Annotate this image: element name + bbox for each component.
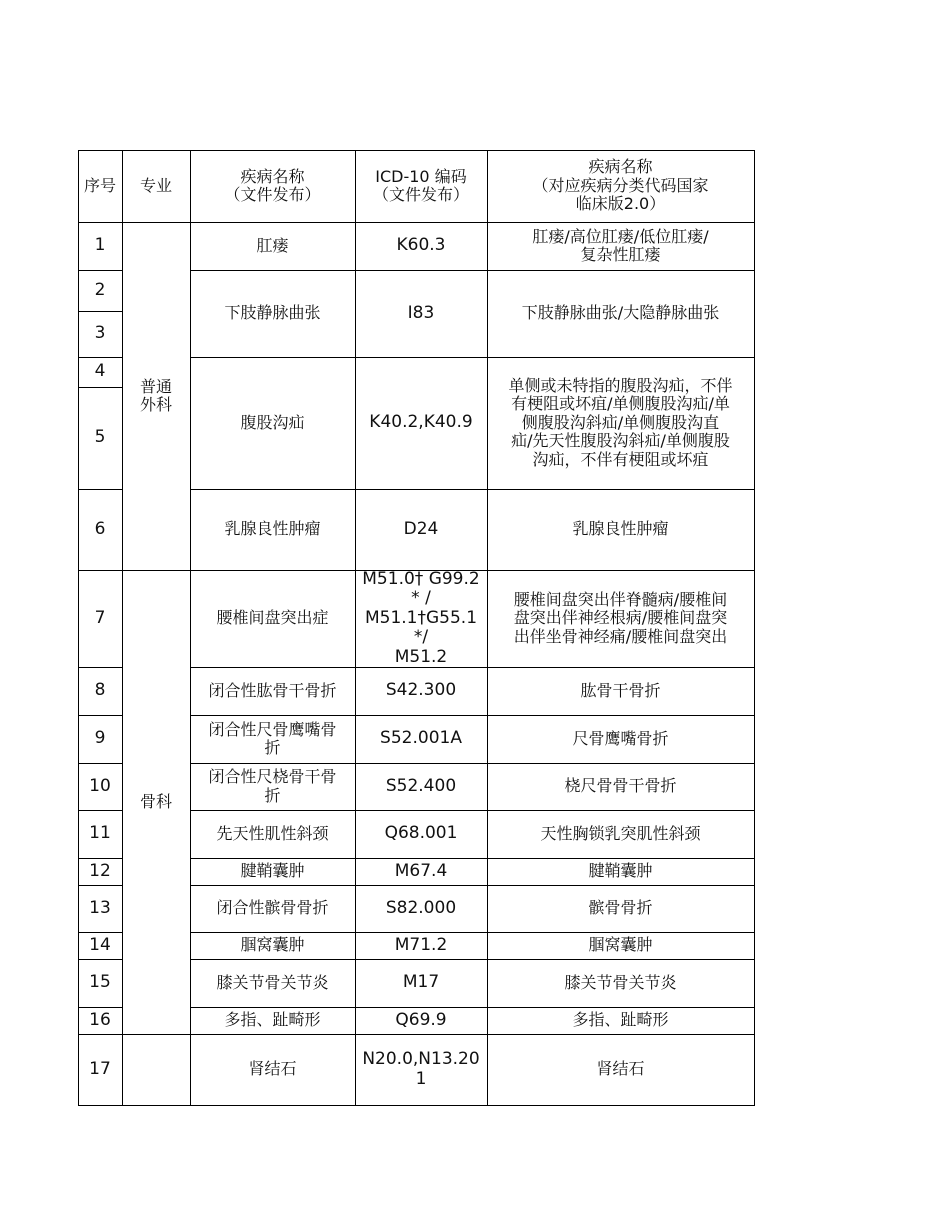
row-divider <box>190 810 755 811</box>
clinical-name: 髌骨骨折 <box>588 898 653 918</box>
icd-code: S82.000 <box>385 897 457 918</box>
clinical-name: 肛瘘/高位肛瘘/低位肛瘘/ 复杂性肛瘘 <box>532 226 709 264</box>
seq-number: 15 <box>89 972 111 993</box>
seq-number: 10 <box>89 775 111 796</box>
clinical-name: 下肢静脉曲张/大隐静脉曲张 <box>521 303 720 323</box>
disease-name: 闭合性尺骨鹰嘴骨 折 <box>208 719 337 757</box>
icd-code: S42.300 <box>385 680 457 701</box>
department-cell <box>122 1034 190 1105</box>
disease-name: 膝关节骨关节炎 <box>216 972 329 992</box>
row-divider <box>78 932 123 933</box>
row-divider <box>78 1034 123 1035</box>
seq-number: 11 <box>89 823 111 844</box>
disease-name: 先天性肌性斜颈 <box>216 823 329 843</box>
department-cell: 普通 外科 <box>139 376 172 414</box>
table-border-left <box>78 150 79 1106</box>
table-border-top <box>78 150 755 151</box>
seq-number: 12 <box>89 860 111 881</box>
seq-number: 2 <box>94 279 106 300</box>
icd-code: Q69.9 <box>395 1009 447 1030</box>
disease-name: 肛瘘 <box>256 235 289 255</box>
seq-number: 16 <box>89 1009 111 1030</box>
row-divider <box>122 1034 191 1035</box>
clinical-name: 膝关节骨关节炎 <box>564 972 677 992</box>
row-divider <box>78 357 123 358</box>
icd-code: M51.0† G99.2 * / M51.1†G55.1 */ M51.2 <box>362 570 480 667</box>
row-divider <box>190 885 755 886</box>
table-border-right <box>754 150 755 1106</box>
row-divider <box>122 570 191 571</box>
icd-code: D24 <box>403 518 439 539</box>
column-divider <box>355 150 356 1106</box>
row-divider <box>190 667 755 668</box>
icd-code: M67.4 <box>394 860 448 881</box>
icd-code: K40.2,K40.9 <box>369 412 473 433</box>
row-divider <box>190 858 755 859</box>
seq-number: 14 <box>89 934 111 955</box>
row-divider <box>190 357 755 358</box>
row-divider <box>78 885 123 886</box>
row-divider <box>78 387 123 388</box>
row-divider <box>78 222 123 223</box>
clinical-name: 多指、趾畸形 <box>572 1010 669 1030</box>
clinical-name: 腰椎间盘突出伴脊髓病/腰椎间 盘突出伴神经根病/腰椎间盘突 出伴坐骨神经痛/腰椎间盘突出 <box>513 589 728 646</box>
clinical-name: 桡尺骨骨干骨折 <box>564 776 677 796</box>
header-disease-name: 疾病名称 （文件发布） <box>224 166 321 204</box>
icd-code: S52.400 <box>385 775 457 796</box>
clinical-name: 单侧或未特指的腹股沟疝，不伴 有梗阻或坏疽/单侧腹股沟疝/单 侧腹股沟斜疝/单侧腹股沟直 疝/先天性腹股沟斜疝/单侧腹股 沟疝，不伴有梗阻或坏疽 <box>508 376 733 469</box>
row-divider <box>190 932 755 933</box>
row-divider <box>78 763 123 764</box>
row-divider <box>78 1007 123 1008</box>
row-divider <box>190 763 755 764</box>
header-icd-code: ICD-10 编码 （文件发布） <box>372 166 469 204</box>
seq-number: 17 <box>89 1058 111 1079</box>
seq-number: 9 <box>94 728 106 749</box>
icd-code: N20.0,N13.20 1 <box>362 1048 480 1089</box>
row-divider <box>78 959 123 960</box>
column-divider <box>487 150 488 1106</box>
disease-name: 闭合性尺桡骨干骨 折 <box>208 767 337 805</box>
row-divider <box>78 570 123 571</box>
disease-name: 腰椎间盘突出症 <box>216 608 329 628</box>
disease-name: 乳腺良性肿瘤 <box>224 519 321 539</box>
row-divider <box>190 270 755 271</box>
header-seq: 序号 <box>83 175 116 195</box>
header-clinical-name: 疾病名称 （对应疾病分类代码国家 临床版2.0） <box>532 157 709 214</box>
header-dept: 专业 <box>139 175 172 195</box>
seq-number: 13 <box>89 897 111 918</box>
row-divider <box>78 715 123 716</box>
disease-name: 腘窝囊肿 <box>240 935 305 955</box>
seq-number: 8 <box>94 680 106 701</box>
seq-number: 3 <box>94 323 106 344</box>
clinical-name: 肾结石 <box>596 1059 645 1079</box>
row-divider <box>190 570 755 571</box>
column-divider <box>190 150 191 1106</box>
row-divider <box>122 222 191 223</box>
row-divider <box>190 715 755 716</box>
seq-number: 5 <box>94 427 106 448</box>
clinical-name: 天性胸锁乳突肌性斜颈 <box>540 823 701 843</box>
icd-code: I83 <box>407 302 435 323</box>
row-divider <box>78 858 123 859</box>
row-divider <box>190 1007 755 1008</box>
clinical-name: 肱骨干骨折 <box>580 680 661 700</box>
seq-number: 7 <box>94 607 106 628</box>
icd-code: K60.3 <box>396 235 446 256</box>
disease-name: 多指、趾畸形 <box>224 1010 321 1030</box>
seq-number: 1 <box>94 235 106 256</box>
row-divider <box>190 959 755 960</box>
row-divider <box>78 270 123 271</box>
seq-number: 6 <box>94 518 106 539</box>
clinical-name: 尺骨鹰嘴骨折 <box>572 728 669 748</box>
disease-name: 腹股沟疝 <box>240 412 305 432</box>
row-divider <box>78 489 123 490</box>
row-divider <box>78 1105 123 1106</box>
disease-name: 下肢静脉曲张 <box>224 303 321 323</box>
row-divider <box>122 1105 191 1106</box>
row-divider <box>190 1105 755 1106</box>
icd-code: M17 <box>402 972 440 993</box>
disease-name: 闭合性肱骨干骨折 <box>208 680 337 700</box>
seq-number: 4 <box>94 361 106 382</box>
clinical-name: 腘窝囊肿 <box>588 935 653 955</box>
row-divider <box>190 489 755 490</box>
column-divider <box>122 150 123 1106</box>
disease-name: 闭合性髌骨骨折 <box>216 898 329 918</box>
row-divider <box>78 311 123 312</box>
icd-code: Q68.001 <box>384 823 458 844</box>
disease-name: 肾结石 <box>248 1059 297 1079</box>
department-cell: 骨科 <box>139 791 172 811</box>
icd-code: M71.2 <box>394 934 448 955</box>
clinical-name: 乳腺良性肿瘤 <box>572 519 669 539</box>
row-divider <box>78 667 123 668</box>
row-divider <box>78 810 123 811</box>
icd-code: S52.001A <box>380 728 462 749</box>
disease-name: 腱鞘囊肿 <box>240 861 305 881</box>
row-divider <box>190 1034 755 1035</box>
row-divider <box>190 222 755 223</box>
clinical-name: 腱鞘囊肿 <box>588 861 653 881</box>
